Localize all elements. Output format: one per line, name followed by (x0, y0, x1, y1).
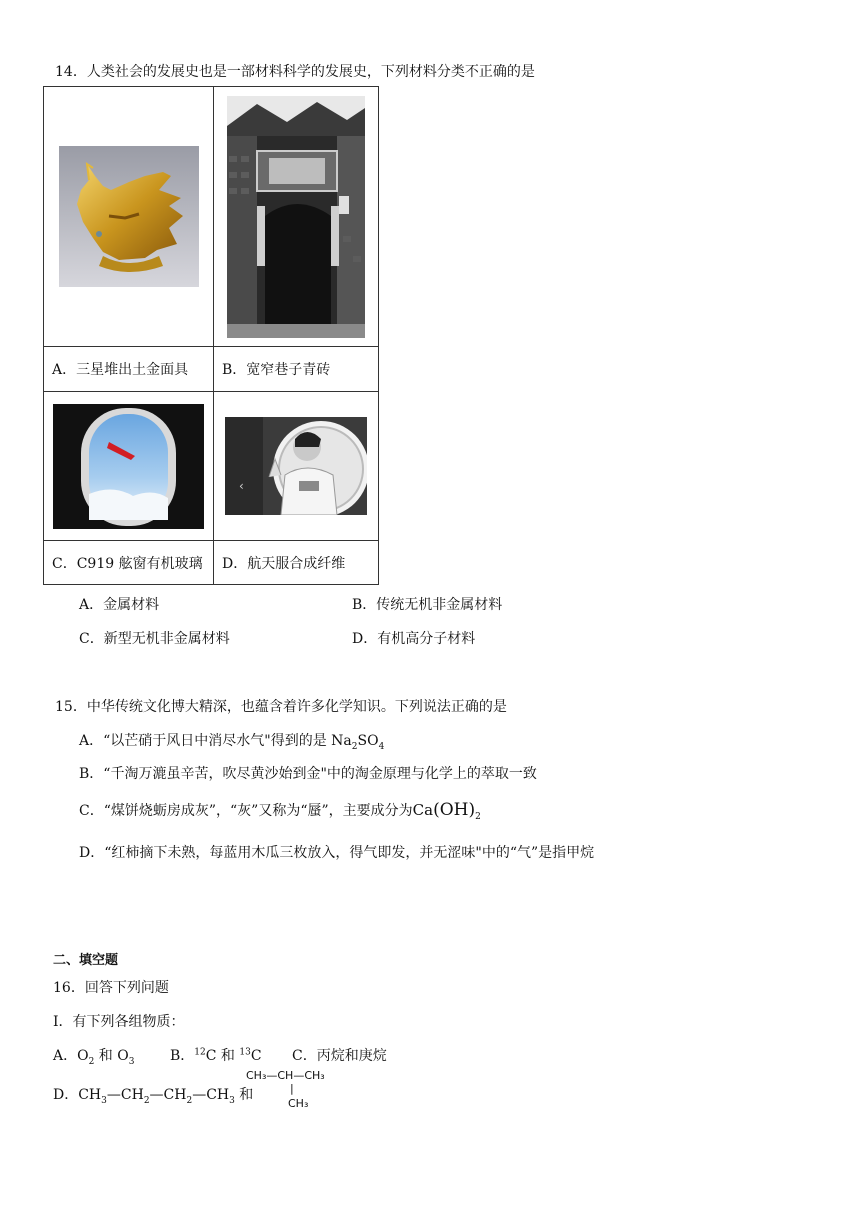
plane-window-image (53, 404, 204, 529)
struct-center-ch: CH (277, 1069, 294, 1082)
q15-a-formula: $Na_2SO_4$ (331, 733, 385, 752)
q15-c-text: C．“煤饼烧蛎房成灰”，“灰”又称为“蜃”，主要成分为 (79, 803, 413, 819)
q15-stem: 15．中华传统文化博大精深，也蕴含着许多化学知识。下列说法正确的是 (55, 699, 507, 715)
caption-a: A．三星堆出土金面具 (52, 362, 189, 378)
q15-c-formula: $Ca(OH)_2$ (412, 800, 481, 822)
q14-option-c: C．新型无机非金属材料 (79, 631, 230, 647)
q16-option-d: D．$CH_3—CH_2—CH_2—CH_3$ 和 (53, 1087, 254, 1106)
gold-mask-image (59, 146, 199, 287)
q16-option-c: C．丙烷和庚烷 (292, 1048, 387, 1064)
svg-text:‹: ‹ (239, 479, 244, 493)
struct-bottom-ch3: CH₃ (288, 1097, 309, 1110)
caption-cell-c (44, 541, 214, 585)
struct-vertical-bond: | (290, 1082, 294, 1095)
astronaut-image (225, 417, 367, 515)
q15-a-text: A．“以芒硝于风日中消尽水气"得到的是 (79, 733, 332, 749)
q16-option-b: B．$^{12}$C 和 $^{13}$C (170, 1047, 262, 1064)
image-cell-gold-mask (44, 87, 214, 347)
q14-option-b: B．传统无机非金属材料 (352, 597, 503, 613)
q16-option-a: A．$O_2$ 和 $O_3$ (53, 1048, 135, 1067)
q14-stem: 14．人类社会的发展史也是一部材料科学的发展史，下列材料分类不正确的是 (55, 64, 535, 80)
struct-dash-left: — (266, 1069, 278, 1082)
q14-option-d: D．有机高分子材料 (352, 631, 476, 647)
q15-option-d: D．“红柿摘下未熟，每蓝用木瓜三枚放入，得气即发，并无涩味"中的“气”是指甲烷 (79, 845, 595, 861)
struct-left-ch3: CH₃ (246, 1069, 267, 1082)
caption-d: D．航天服合成纤维 (222, 555, 346, 572)
alley-brick-image (227, 96, 365, 338)
image-cell-window (44, 392, 214, 541)
isobutane-structure (246, 1069, 325, 1082)
section-title: 二、填空题 (53, 953, 119, 968)
caption-b: B．宽窄巷子青砖 (222, 362, 331, 378)
image-cell-alley-brick (214, 87, 379, 347)
image-cell-astronaut (214, 392, 379, 541)
q16-stem: 16．回答下列问题 (53, 980, 169, 996)
q14-option-a: A．金属材料 (79, 597, 160, 613)
q15-option-a (79, 730, 384, 752)
materials-table (43, 86, 379, 585)
caption-cell-b (214, 347, 379, 392)
q15-option-b: B．“千淘万漉虽辛苦，吹尽黄沙始到金"中的淘金原理与化学上的萃取一致 (79, 766, 537, 782)
struct-dash-right: — (293, 1069, 305, 1082)
caption-c: C．C919 舷窗有机玻璃 (52, 555, 203, 572)
struct-right-ch3: CH₃ (304, 1069, 325, 1082)
caption-cell-d (214, 541, 379, 585)
q16-part1: Ⅰ．有下列各组物质： (53, 1014, 185, 1030)
q15-option-c (79, 800, 481, 822)
caption-cell-a (44, 347, 214, 392)
